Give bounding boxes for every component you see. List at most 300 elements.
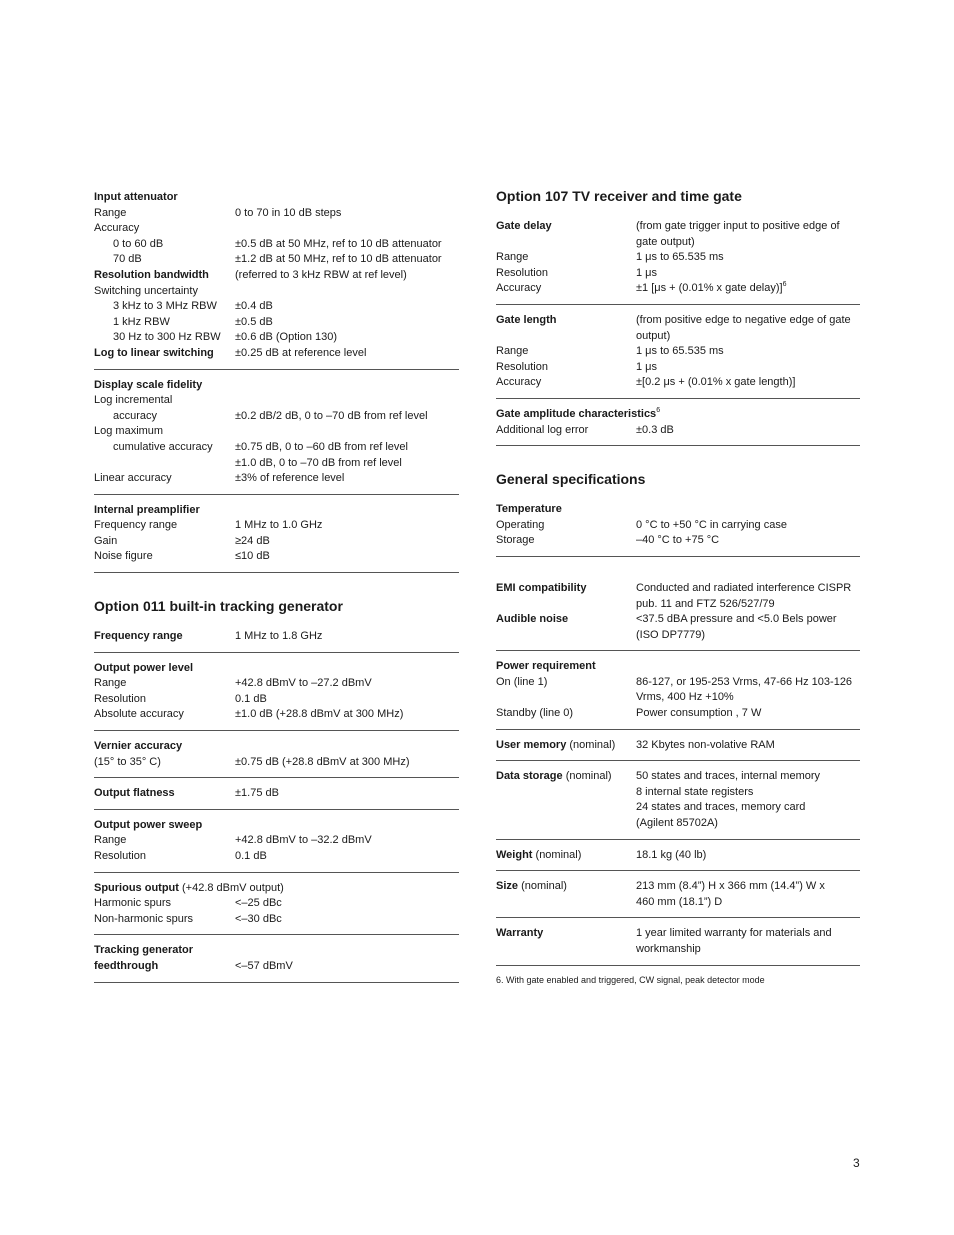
- spec-value-group: [235, 676, 372, 692]
- spec-label-group: [113, 440, 213, 456]
- spec-value: 18.1 kg (40 lb): [636, 848, 707, 861]
- spec-value: 1 MHz to 1.0 GHz: [235, 519, 323, 532]
- spec-value: 1 year limited warranty for materials and: [636, 927, 832, 940]
- spec-value-group: [235, 315, 273, 331]
- spec-value-group: [235, 896, 282, 912]
- spec-value: Power consumption , 7 W: [636, 707, 762, 720]
- spec-label: Output power level: [94, 661, 194, 674]
- spec-label: Spurious output: [94, 881, 179, 894]
- spec-value-group: [636, 738, 775, 754]
- spec-row: [94, 252, 459, 268]
- spec-label-group: [94, 739, 182, 755]
- spec-row: [496, 597, 860, 613]
- spec-value-group: [235, 549, 270, 565]
- spec-value-group: [636, 690, 734, 706]
- spec-label-group: [496, 313, 557, 329]
- spec-value: ±3% of reference level: [235, 472, 345, 485]
- spec-value: 213 mm (8.4”) H x 366 mm (14.4”) W x: [636, 880, 825, 893]
- spec-label-group: [496, 769, 612, 785]
- spec-label: Tracking generator: [94, 944, 194, 957]
- spec-row: [496, 690, 860, 706]
- spec-value-group: [235, 206, 341, 222]
- spec-label: 70 dB: [113, 253, 142, 266]
- spec-value: workmanship: [636, 943, 701, 955]
- spec-value: 1 μs: [636, 360, 658, 373]
- section-divider: [496, 398, 860, 399]
- spec-row: [94, 393, 459, 409]
- spec-value-group: [235, 692, 267, 708]
- spec-value: <–30 dBc: [235, 912, 282, 925]
- spec-row: [94, 849, 459, 865]
- spec-value: 0.1 dB: [235, 692, 267, 705]
- section-divider: [94, 730, 459, 731]
- spec-label: Noise figure: [94, 550, 153, 563]
- spec-row: [94, 268, 459, 284]
- spec-label: Accuracy: [496, 282, 542, 295]
- spec-row: [496, 407, 860, 423]
- spec-label: 3 kHz to 3 MHz RBW: [113, 300, 217, 313]
- spec-value-group: [636, 879, 825, 895]
- spec-row: [496, 533, 860, 549]
- spec-value: ±0.6 dB (Option 130): [235, 331, 338, 344]
- spec-row: [94, 707, 459, 723]
- spec-value-group: [636, 219, 840, 235]
- spec-row: [496, 266, 860, 282]
- spec-label: Warranty: [496, 927, 544, 940]
- spec-label-group: [94, 912, 193, 928]
- spec-value: ±0.25 dB at reference level: [235, 346, 367, 359]
- spec-label-qualifier: (nominal): [532, 848, 582, 861]
- spec-row: [496, 800, 860, 816]
- spec-value: pub. 11 and FTZ 526/527/79: [636, 597, 775, 610]
- section-divider: [94, 494, 459, 495]
- section-divider: [496, 650, 860, 651]
- spec-row: [94, 206, 459, 222]
- spec-label-qualifier: (nominal): [562, 770, 612, 783]
- spec-label-qualifier: (nominal): [518, 880, 567, 893]
- spec-label: feedthrough: [94, 959, 159, 972]
- spec-value-group: [636, 344, 724, 360]
- spec-label: Gain: [94, 534, 118, 547]
- spec-label-group: [94, 221, 139, 237]
- spec-value-group: [235, 959, 293, 975]
- spec-row: [496, 423, 860, 439]
- spec-value-group: [636, 769, 820, 785]
- spec-label: Harmonic spurs: [94, 897, 172, 910]
- spec-value-group: [235, 534, 270, 550]
- spec-value: (Agilent 85702A): [636, 817, 718, 830]
- spec-value: ±1.0 dB (+28.8 dBmV at 300 MHz): [235, 708, 404, 721]
- spec-row: [94, 534, 459, 550]
- spec-label: Absolute accuracy: [94, 708, 184, 721]
- spec-row: [496, 344, 860, 360]
- left-spec-column: [94, 190, 459, 991]
- spec-value: Vrms, 400 Hz +10%: [636, 691, 734, 704]
- spec-label-group: [113, 409, 157, 425]
- spec-row: [94, 299, 459, 315]
- spec-row: [94, 471, 459, 487]
- spec-label: Resolution: [94, 692, 146, 705]
- spec-label-group: [113, 237, 163, 253]
- spec-value: –40 °C to +75 °C: [636, 534, 720, 547]
- spec-row: [496, 848, 860, 864]
- spec-label-group: [94, 692, 146, 708]
- spec-label-group: [496, 706, 573, 722]
- spec-label: Display scale fidelity: [94, 378, 203, 391]
- spec-value-group: [636, 597, 775, 613]
- spec-row: [496, 706, 860, 722]
- spec-value: 1 μs to 65.535 ms: [636, 345, 724, 358]
- spec-label-group: [94, 268, 209, 284]
- spec-label-group: [94, 503, 200, 519]
- spec-value-group: [235, 440, 408, 456]
- spec-row: [94, 959, 459, 975]
- spec-label-group: [94, 661, 193, 677]
- spec-value: (from gate trigger input to positive edge of: [636, 220, 840, 232]
- section-spacer: [94, 581, 459, 597]
- spec-value: 460 mm (18.1”) D: [636, 895, 723, 908]
- spec-label: Operating: [496, 518, 545, 531]
- spec-label-group: [94, 881, 284, 897]
- right-spec-column: [496, 187, 860, 986]
- spec-value-group: [636, 581, 851, 597]
- spec-value: 0 °C to +50 °C in carrying case: [636, 518, 787, 531]
- spec-value: <–25 dBc: [235, 897, 282, 910]
- spec-label: Standby (line 0): [496, 707, 574, 720]
- spec-row: [496, 581, 860, 597]
- spec-row: [94, 409, 459, 425]
- spec-label-group: [94, 534, 117, 550]
- spec-value: ±[0.2 μs + (0.01% x gate length)]: [636, 376, 796, 389]
- section-divider: [496, 917, 860, 918]
- spec-label: Additional log error: [496, 423, 589, 436]
- spec-value-group: [636, 675, 852, 691]
- spec-value: ±0.3 dB: [636, 423, 674, 436]
- spec-label: User memory: [496, 738, 567, 751]
- section-divider: [496, 965, 860, 966]
- spec-value-group: [235, 268, 407, 284]
- spec-value: 0 to 70 in 10 dB steps: [235, 206, 342, 219]
- spec-value-group: [636, 266, 657, 282]
- spec-value-group: [235, 912, 282, 928]
- spec-value: 1 MHz to 1.8 GHz: [235, 630, 323, 643]
- spec-row: [94, 786, 459, 802]
- spec-label: Resolution: [496, 360, 548, 373]
- spec-label-group: [94, 818, 202, 834]
- spec-value: ±0.75 dB (+28.8 dBmV at 300 MHz): [235, 755, 410, 768]
- section-divider: [496, 760, 860, 761]
- section-divider: [496, 729, 860, 730]
- spec-row: [94, 284, 459, 300]
- footnote: 6. With gate enabled and triggered, CW signal, peak detector mode: [496, 974, 765, 985]
- spec-label: Output power sweep: [94, 818, 203, 831]
- spec-label-group: [496, 281, 541, 297]
- spec-row: [94, 190, 459, 206]
- spec-label-group: [496, 879, 567, 895]
- spec-value: 8 internal state registers: [636, 785, 754, 798]
- spec-label-group: [94, 393, 172, 409]
- section-divider: [496, 556, 860, 557]
- spec-label: 30 Hz to 300 Hz RBW: [113, 331, 221, 344]
- spec-label: Input attenuator: [94, 191, 178, 203]
- spec-row: [94, 456, 459, 472]
- spec-value-group: [636, 250, 724, 266]
- spec-row: [496, 281, 860, 297]
- spec-label-group: [496, 502, 562, 518]
- spec-value: ≥24 dB: [235, 534, 270, 547]
- spec-label: 0 to 60 dB: [113, 237, 164, 250]
- spec-row: [496, 769, 860, 785]
- spec-row: [94, 330, 459, 346]
- spec-label: Non-harmonic spurs: [94, 912, 194, 925]
- spec-value-group: [235, 518, 322, 534]
- spec-value-group: [636, 800, 805, 816]
- spec-value: ±1.75 dB: [235, 787, 279, 800]
- section-divider: [94, 572, 459, 573]
- spec-label: Gate delay: [496, 220, 552, 232]
- spec-label: Resolution: [94, 850, 146, 862]
- spec-label: accuracy: [113, 409, 158, 422]
- spec-label: Resolution: [496, 266, 548, 279]
- spec-value-group: [235, 471, 344, 487]
- section-divider: [94, 777, 459, 778]
- spec-label: Accuracy: [496, 376, 542, 389]
- spec-label-group: [94, 206, 126, 222]
- spec-value-group: [636, 612, 837, 628]
- spec-label: On (line 1): [496, 675, 548, 688]
- spec-value-group: [636, 533, 719, 549]
- spec-label-group: [94, 707, 184, 723]
- spec-label-group: [496, 375, 541, 391]
- spec-value: ±1.2 dB at 50 MHz, ref to 10 dB attenuator: [235, 253, 442, 266]
- spec-label: Power requirement: [496, 660, 596, 673]
- spec-value: ±0.4 dB: [235, 300, 273, 313]
- spec-label-group: [496, 250, 528, 266]
- section-heading: General specifications: [496, 471, 646, 488]
- spec-label-group: [94, 943, 193, 959]
- section-divider: [94, 369, 459, 370]
- spec-label-group: [113, 252, 142, 268]
- spec-row: [496, 250, 860, 266]
- footnote-ref: 6: [782, 281, 787, 289]
- spec-value: 24 states and traces, memory card: [636, 801, 806, 814]
- spec-value: (ISO DP7779): [636, 628, 706, 641]
- spec-row: [94, 346, 459, 362]
- spec-label: Output flatness: [94, 787, 175, 800]
- spec-value-group: [636, 329, 670, 345]
- section-divider: [94, 809, 459, 810]
- spec-label: Range: [94, 206, 127, 219]
- spec-row: [94, 833, 459, 849]
- spec-row: [94, 221, 459, 237]
- spec-label: Vernier accuracy: [94, 740, 183, 753]
- spec-label: Gate length: [496, 313, 557, 326]
- spec-value-group: [636, 816, 718, 832]
- spec-label-group: [94, 896, 171, 912]
- spec-value: ±0.5 dB: [235, 315, 273, 328]
- spec-label-group: [94, 959, 158, 975]
- spec-value: output): [636, 329, 671, 342]
- spec-label-group: [496, 926, 543, 942]
- footnote-ref: 6: [656, 406, 661, 414]
- spec-label-group: [496, 219, 552, 235]
- spec-value-group: [636, 281, 787, 297]
- spec-label-group: [113, 315, 170, 331]
- spec-label-group: [94, 786, 175, 802]
- spec-value: ±1 [μs + (0.01% x gate delay)]: [636, 282, 783, 295]
- section-heading: Option 107 TV receiver and time gate: [496, 188, 742, 204]
- spec-value-group: [636, 848, 706, 864]
- spec-row: [496, 219, 860, 235]
- spec-label-group: [94, 849, 146, 865]
- section-divider: [94, 652, 459, 653]
- spec-label-group: [113, 299, 217, 315]
- spec-label: Range: [94, 677, 127, 690]
- spec-row: [496, 329, 860, 345]
- spec-value: (referred to 3 kHz RBW at ref level): [235, 268, 407, 281]
- spec-row: [94, 739, 459, 755]
- spec-value-group: [235, 409, 428, 425]
- spec-label-group: [94, 284, 198, 300]
- spec-row: [496, 502, 860, 518]
- spec-value-group: [235, 629, 322, 645]
- spec-value: +42.8 dBmV to –27.2 dBmV: [235, 677, 372, 690]
- spec-value: <–57 dBmV: [235, 959, 293, 972]
- spec-label: Resolution bandwidth: [94, 268, 209, 281]
- spec-label-group: [94, 676, 126, 692]
- spec-label: Range: [94, 834, 127, 847]
- spec-value-group: [636, 235, 695, 251]
- spec-label: Weight: [496, 848, 533, 861]
- spec-label-group: [496, 581, 586, 597]
- spec-value: 1 μs: [636, 266, 658, 279]
- spec-label-group: [496, 344, 528, 360]
- spec-value-group: [235, 299, 273, 315]
- spec-row: [496, 675, 860, 691]
- spec-value-group: [636, 785, 753, 801]
- spec-row: [496, 738, 860, 754]
- spec-label-group: [496, 848, 581, 864]
- spec-value: ≤10 dB: [235, 550, 270, 563]
- section-divider: [496, 445, 860, 446]
- spec-value: Conducted and radiated interference CISPR: [636, 581, 852, 594]
- spec-row: [496, 942, 860, 958]
- spec-label: Frequency range: [94, 630, 183, 643]
- spec-label: Switching uncertainty: [94, 284, 198, 297]
- spec-row: [496, 235, 860, 251]
- spec-label-group: [496, 423, 588, 439]
- spec-row: [94, 692, 459, 708]
- spec-label: Size: [496, 880, 519, 893]
- spec-label-group: [113, 330, 221, 346]
- spec-row: [94, 755, 459, 771]
- spec-label-group: [496, 533, 535, 549]
- spec-label-group: [496, 612, 568, 628]
- spec-label-group: [94, 549, 153, 565]
- spec-row: [496, 375, 860, 391]
- spec-value-group: [636, 313, 851, 329]
- spec-label: cumulative accuracy: [113, 440, 213, 453]
- section-divider: [94, 982, 459, 983]
- spec-label-group: [496, 407, 660, 423]
- spec-value: +42.8 dBmV to –32.2 dBmV: [235, 834, 372, 847]
- section-divider: [94, 934, 459, 935]
- page-number: 3: [853, 1156, 860, 1170]
- spec-label-group: [94, 190, 178, 206]
- spec-label-group: [94, 378, 202, 394]
- spec-value-group: [636, 926, 832, 942]
- spec-row: [94, 549, 459, 565]
- spec-row: [94, 440, 459, 456]
- spec-label: Accuracy: [94, 222, 140, 235]
- spec-value-group: [636, 942, 701, 958]
- spec-value: 50 states and traces, internal memory: [636, 770, 821, 783]
- spec-value-group: [636, 423, 674, 439]
- section-spacer: [496, 454, 860, 470]
- spec-row: [94, 661, 459, 677]
- spec-label-group: [94, 346, 214, 362]
- spec-value-group: [636, 518, 787, 534]
- spec-value: ±1.0 dB, 0 to –70 dB from ref level: [235, 456, 402, 469]
- spec-label: 1 kHz RBW: [113, 315, 170, 328]
- spec-label: Data storage: [496, 770, 563, 783]
- spec-label-group: [94, 833, 126, 849]
- section-divider: [496, 839, 860, 840]
- spec-label-group: [94, 629, 183, 645]
- spec-value-group: [235, 330, 337, 346]
- spec-value-group: [235, 707, 403, 723]
- spec-row: [94, 881, 459, 897]
- spec-label-group: [496, 675, 547, 691]
- spec-value-group: [636, 895, 722, 911]
- spec-value-group: [235, 755, 410, 771]
- spec-label-group: [94, 755, 161, 771]
- spec-value: ±0.75 dB, 0 to –60 dB from ref level: [235, 440, 408, 453]
- spec-label: (15° to 35° C): [94, 755, 161, 768]
- section-divider: [496, 304, 860, 305]
- spec-row: [496, 879, 860, 895]
- spec-label: Internal preamplifier: [94, 503, 200, 516]
- spec-row: [496, 628, 860, 644]
- spec-label: Log to linear switching: [94, 346, 214, 359]
- spec-row: [496, 518, 860, 534]
- spec-label-group: [496, 266, 548, 282]
- spec-label: Range: [496, 251, 529, 264]
- spec-row: [94, 378, 459, 394]
- spec-label: Temperature: [496, 503, 562, 516]
- spec-label-group: [496, 738, 615, 754]
- spec-row: [496, 659, 860, 675]
- section-divider: [496, 870, 860, 871]
- spec-value: 32 Kbytes non-volative RAM: [636, 738, 775, 751]
- spec-row: [94, 424, 459, 440]
- spec-label-group: [94, 518, 177, 534]
- spec-label-qualifier: (+42.8 dBmV output): [178, 881, 284, 894]
- spec-value: ±0.5 dB at 50 MHz, ref to 10 dB attenuator: [235, 237, 442, 250]
- spec-value-group: [235, 252, 442, 268]
- spec-value: 1 μs to 65.535 ms: [636, 251, 724, 264]
- spec-value-group: [636, 706, 761, 722]
- spec-label-group: [94, 471, 172, 487]
- spec-value-group: [235, 849, 267, 865]
- spec-row: [94, 896, 459, 912]
- spec-row: [94, 315, 459, 331]
- spec-label-group: [496, 659, 596, 675]
- spec-row: [496, 612, 860, 628]
- spec-value: gate output): [636, 235, 695, 248]
- spec-label: Range: [496, 345, 529, 358]
- spec-label-group: [496, 360, 548, 376]
